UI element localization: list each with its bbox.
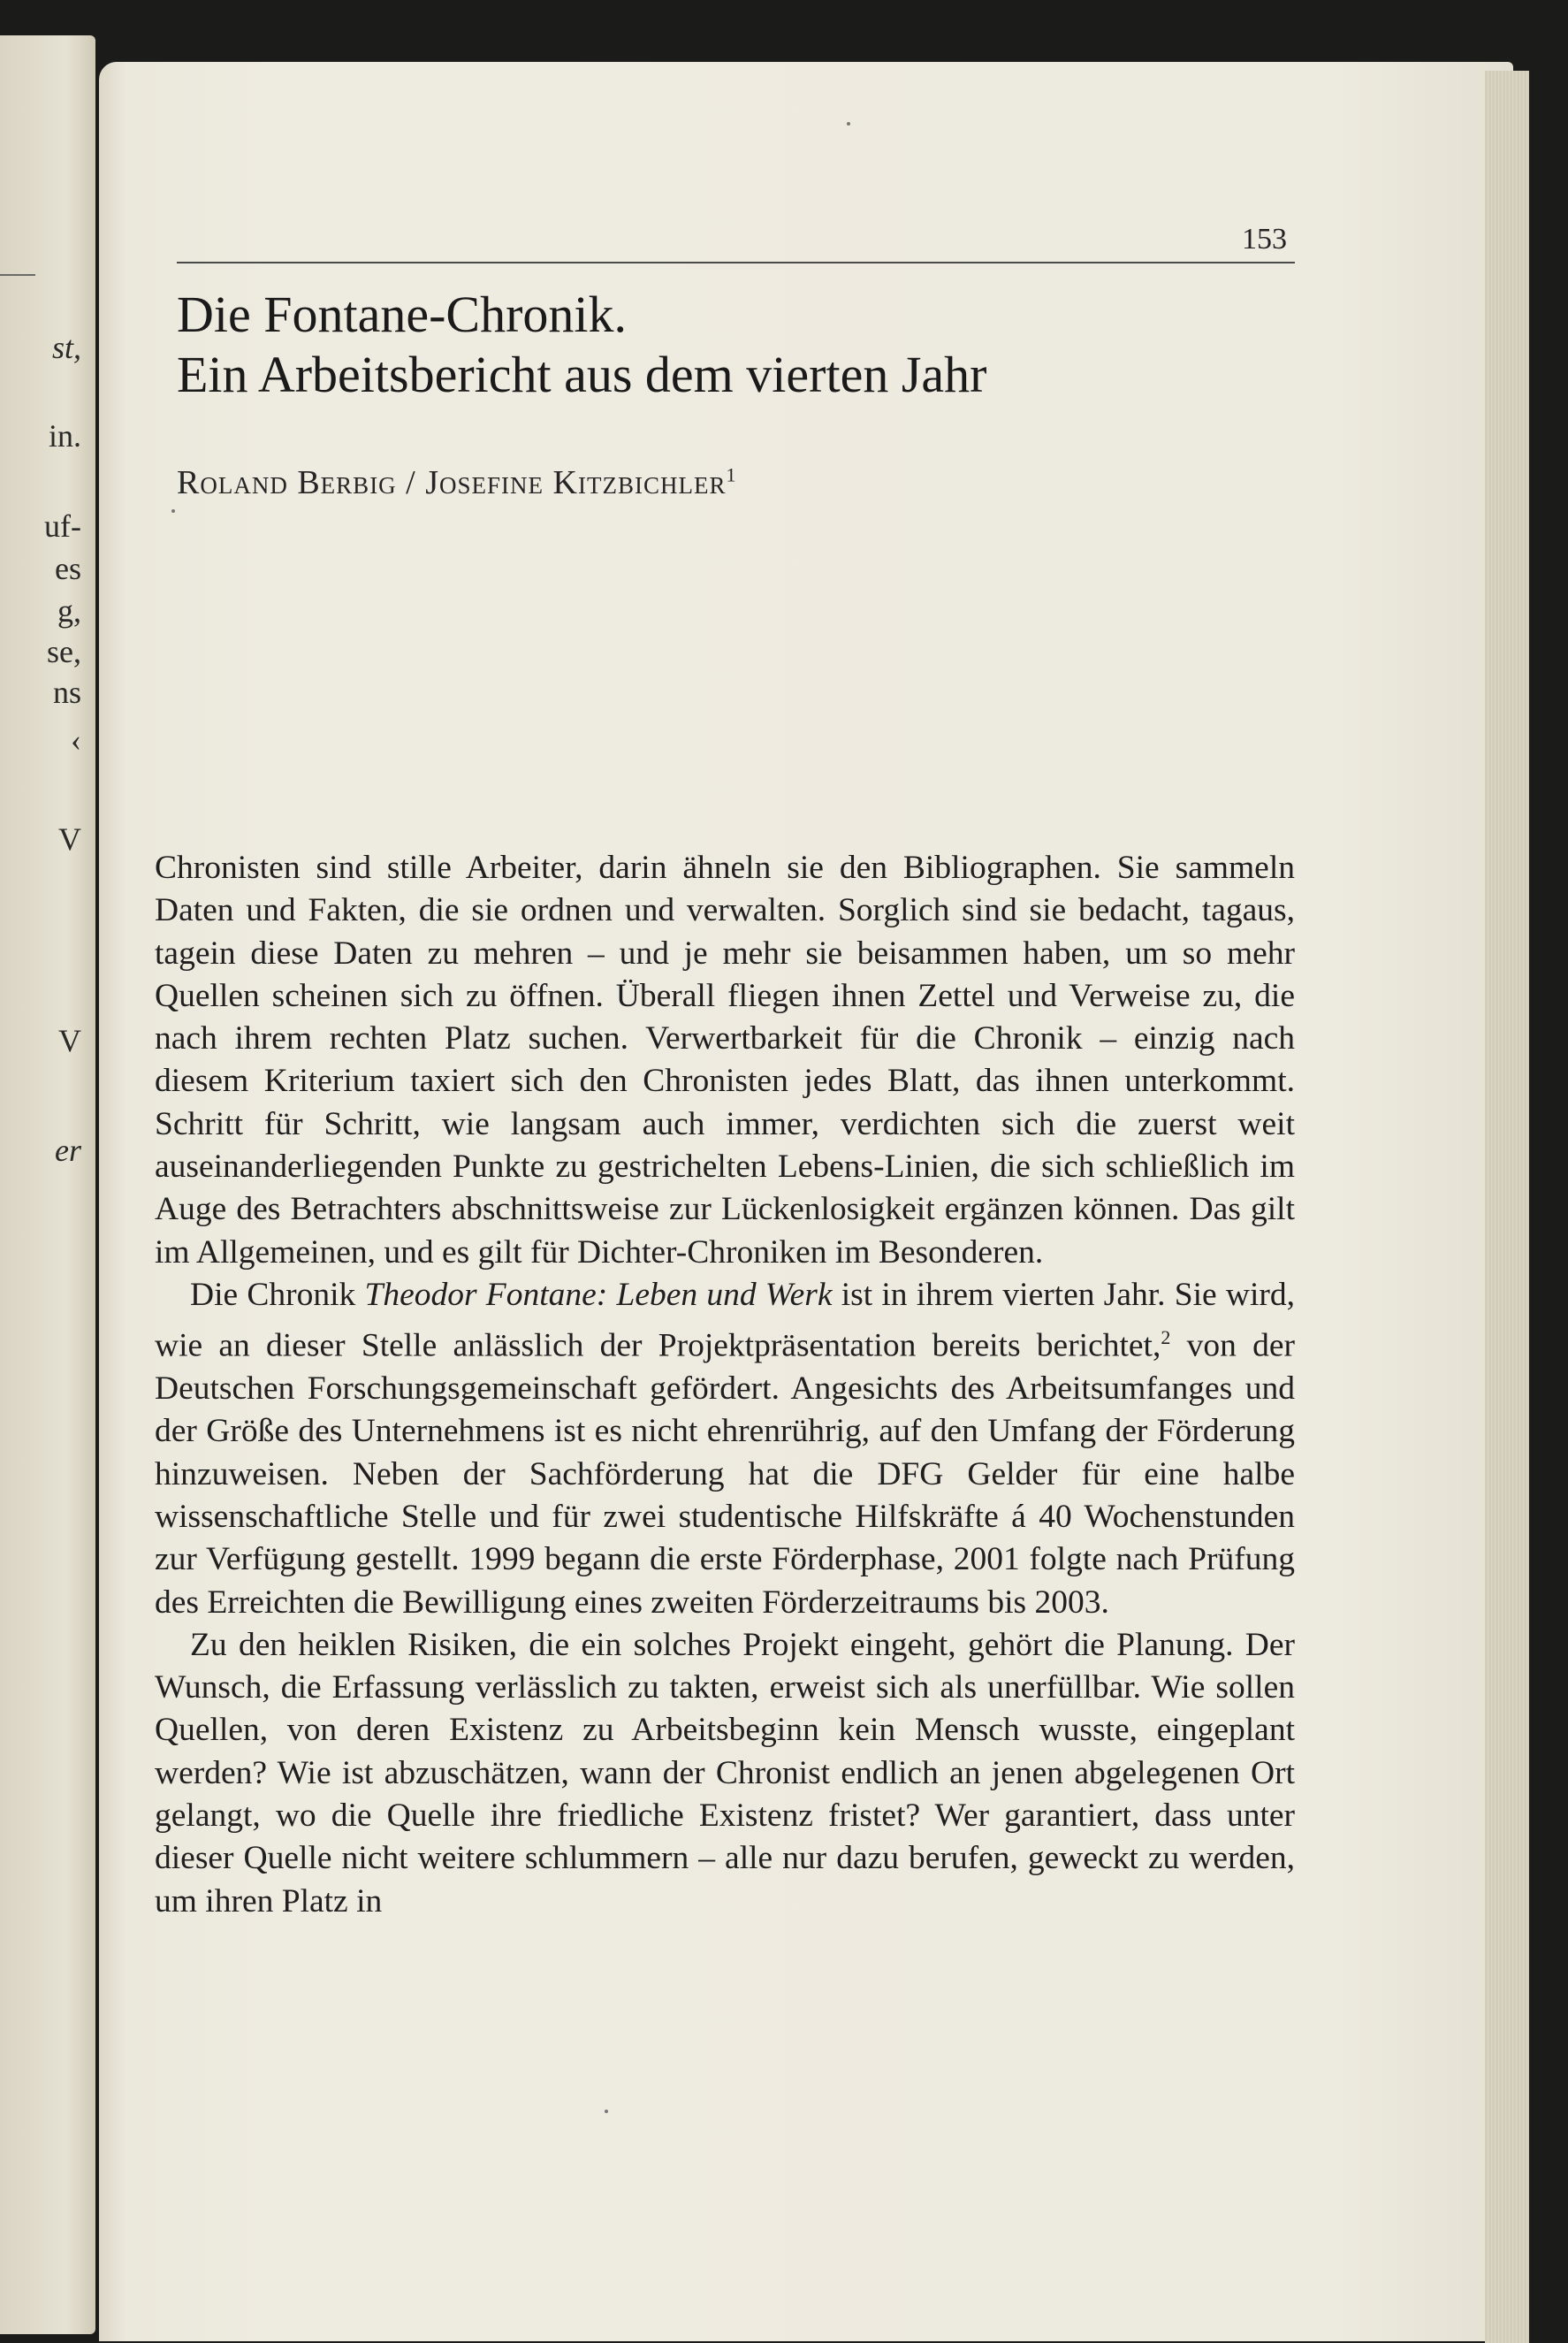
facing-page-fragment: ‹ [71,722,81,758]
article-title [177,285,986,405]
paragraph-2-middle: ist in ihrem vierten Jahr. Sie wird, wie an dieser Stelle anlässlich der Projektpräsentation bereits berichtet, [155,1276,1295,1364]
paragraph-2-end: von der Deutschen Forschungsgemeinschaft gefördert. Angesichts des Arbeitsumfanges und der Größe des Unternehmens ist es nicht ehrenrührig, auf den Umfang der Förderung hinzuweisen. Neben der Sachförderung hat die DFG Gelder für eine halbe wissenschaftliche Stelle und für zwei studentische Hilfskräfte á 40 Wochenstunden zur Verfügung gestellt. 1999 begann die erste Förderphase, 2001 folgte nach Prüfung des Erreichten die Bewilligung eines zweiten Förderzeitraums bis 2003. [155,1327,1295,1621]
article-authors [177,463,736,502]
title-line-2: Ein Arbeitsbericht aus dem vierten Jahr [177,346,987,403]
facing-page-fragment: ns [52,675,81,710]
paper-speck [605,2110,608,2113]
paper-speck [847,122,850,126]
paper-speck [171,509,175,513]
paragraph-2-start: Die Chronik [190,1276,365,1313]
facing-page-fragment: in. [48,418,81,454]
header-rule [177,262,1295,263]
facing-page-fragment: uf- [44,508,81,544]
facing-page-fragment: V [58,821,81,857]
facing-page-fragment: es [55,551,81,586]
authors-names: Roland Berbig / Josefine Kitzbichler [177,464,727,501]
facing-page-fragment: st, [51,330,81,365]
footnote-marker-2: 2 [1161,1326,1171,1349]
paragraph-2 [155,1274,1295,1624]
paragraph-1: Chronisten sind stille Arbeiter, darin ähneln sie den Bibliographen. Sie sammeln Daten und Fakten, die sie ordnen und verwalten. Sorglich sind sie bedacht, tagaus, tagein diese Daten zu mehren – und je mehr sie beisammen haben, um so mehr Quellen scheinen sich zu öffnen. Überall fliegen ihnen Zettel und Verweise zu, die nach ihrem rechten Platz suchen. Verwertbarkeit für die Chronik – einzig nach diesem Kriterium taxiert sich den Chronisten jedes Blatt, das ihnen unterkommt. Schritt für Schritt, wie langsam auch immer, verdichten sich die zuerst weit auseinanderliegenden Punkte zu gestrichelten Lebens-Linien, die sich schließlich im Auge des Betrachters abschnittsweise zur Lückenlosigkeit ergänzen können. Das gilt im Allgemeinen, und es gilt für Dichter-Chroniken im Besonderen. [155,850,1295,1271]
facing-page-rule [0,274,35,276]
page-number: 153 [1242,223,1287,256]
book-title-italic: Theodor Fontane: Leben und Werk [364,1276,833,1313]
facing-page-fragment: V [58,1023,81,1058]
facing-page-fragment: g, [57,593,81,629]
facing-page [0,35,95,2334]
facing-page-fragment: er [55,1133,81,1168]
page-edges [1485,71,1529,2343]
authors-footnote-marker: 1 [726,463,737,486]
paragraph-3: Zu den heiklen Risiken, die ein solches Projekt eingeht, gehört die Planung. Der Wunsch, die Erfassung verlässlich zu takten, erweist sich als unerfüllbar. Wie sollen Quellen, von deren Existenz zu Arbeitsbeginn kein Mensch wusste, eingeplant werden? Wie ist abzuschätzen, wann der Chronist endlich an jenen abgelegenen Ort gelangt, wo die Quelle ihre friedliche Existenz fristet? Wer garantiert, dass unter dieser Quelle nicht weitere schlummern – alle nur dazu berufen, geweckt zu werden, um ihren Platz in [155,1626,1295,1919]
title-line-1: Die Fontane-Chronik. [177,286,628,343]
article-body [155,847,1295,1923]
facing-page-fragment: se, [47,634,81,669]
